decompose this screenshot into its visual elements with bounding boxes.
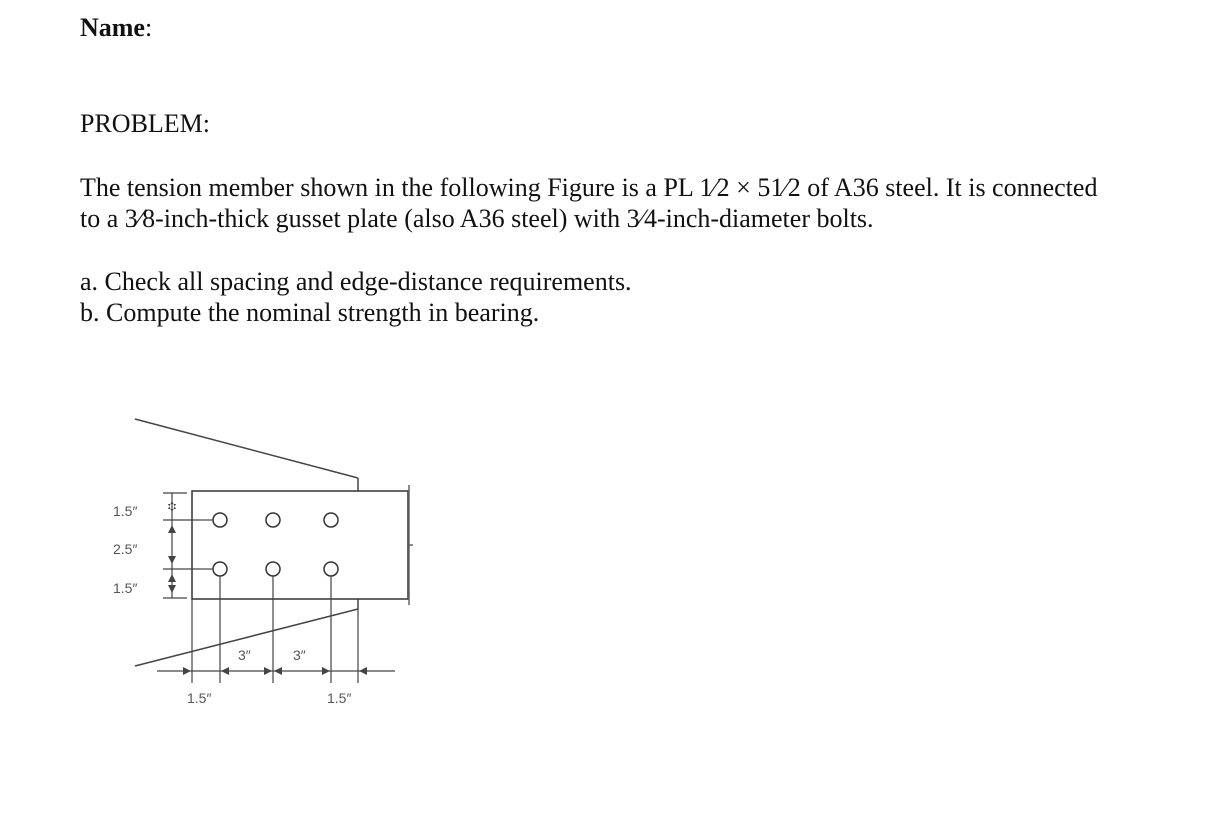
dim-edge-right: 1.5″	[327, 690, 352, 706]
task-item-a: a. Check all spacing and edge-distance requirements.	[80, 267, 632, 296]
bolt-hole	[266, 513, 280, 527]
task-list	[80, 266, 632, 328]
problem-statement	[80, 172, 1200, 234]
task-item-b: b. Compute the nominal strength in bearing.	[80, 298, 540, 327]
arrow-head	[183, 667, 191, 675]
bolt-hole	[213, 562, 227, 576]
dim-spacing-2: 3″	[293, 647, 306, 663]
dim-edge-left: 1.5″	[187, 690, 212, 706]
dim-left-top: 1.5″	[113, 503, 138, 519]
problem-statement-line-2: to a 3⁄8-inch-thick gusset plate (also A36 steel) with 3⁄4-inch-diameter bolts.	[80, 204, 874, 233]
tension-plate	[192, 491, 408, 599]
name-field	[80, 12, 152, 44]
arrow-head	[359, 667, 367, 675]
connection-diagram	[95, 405, 435, 715]
dim-left-middle: 2.5″	[113, 541, 138, 557]
bolt-hole	[266, 562, 280, 576]
bolt-hole	[324, 562, 338, 576]
bolt-hole	[324, 513, 338, 527]
bolt-hole	[213, 513, 227, 527]
dim-spacing-1: 3″	[238, 647, 251, 663]
connection-figure	[95, 405, 435, 715]
gusset-top-edge	[135, 419, 358, 478]
dim-left-bottom: 1.5″	[113, 580, 138, 596]
name-colon: :	[144, 13, 153, 42]
problem-heading: PROBLEM:	[80, 109, 211, 138]
name-label: Name	[80, 13, 145, 42]
problem-statement-line-1: The tension member shown in the following Figure is a PL 1⁄2 × 51⁄2 of A36 steel. It is connected	[80, 173, 1098, 202]
